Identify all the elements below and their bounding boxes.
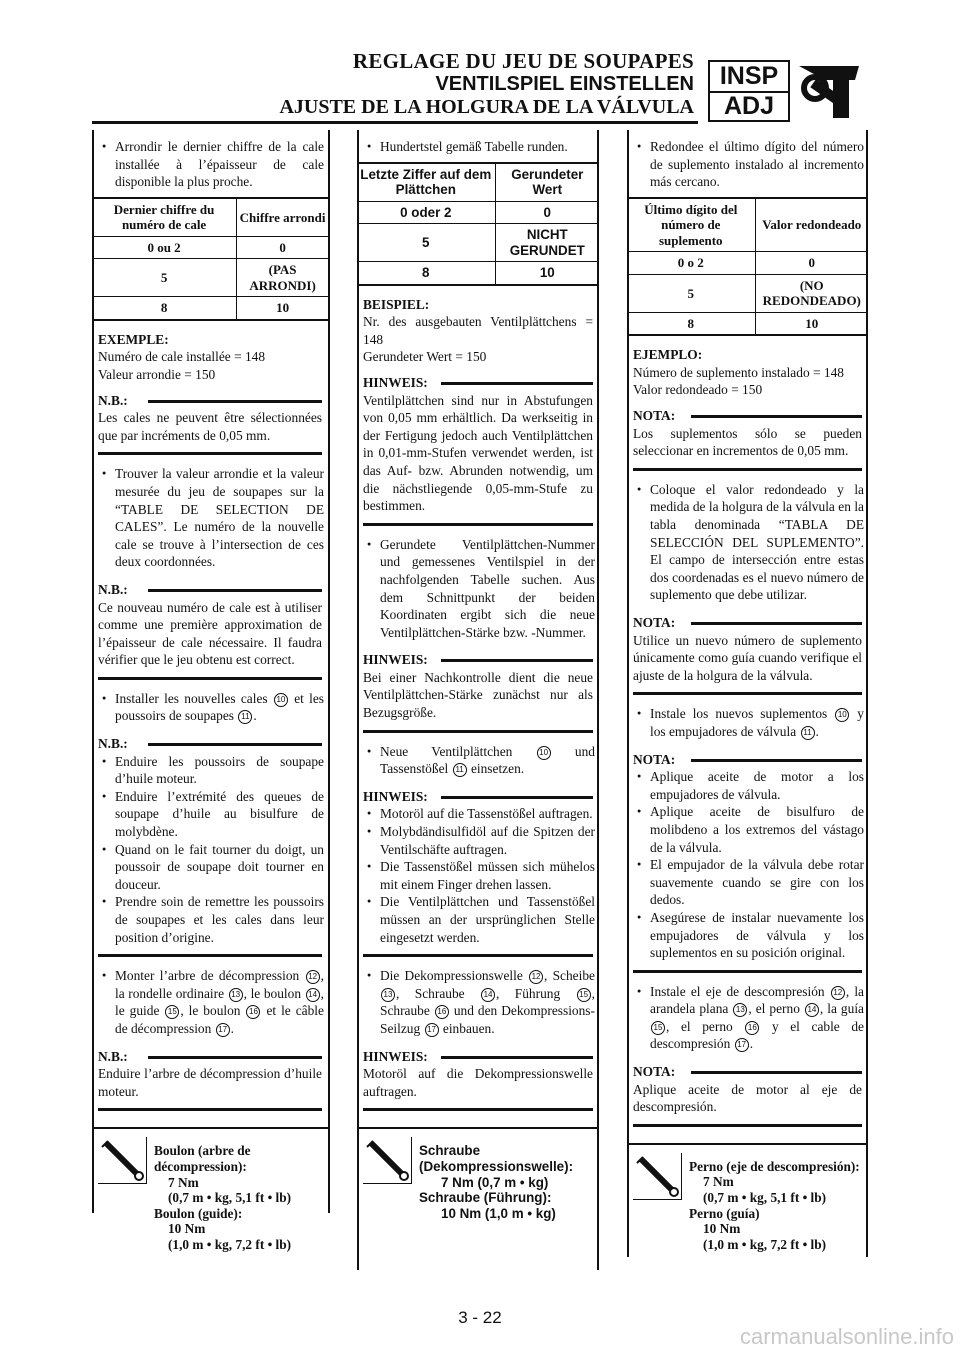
- nota-label: NOTA:: [633, 751, 676, 767]
- text: Die Dekompressionswelle: [380, 968, 523, 984]
- es-table-header-2: Valor redondeado: [755, 198, 868, 252]
- table-row: [357, 224, 599, 262]
- fr-nb-label-1: [98, 392, 322, 410]
- ref-14: 14: [805, 1003, 819, 1017]
- fr-nb-text-2: Ce nouveau numéro de cale est à utiliser comme une première approximation de l’épaisseur de cale nécessaire. Il faudra vérifier que le jeu obtenu est correct.: [98, 599, 322, 668]
- separator: [98, 954, 322, 957]
- es-example-line1: Número de suplemento instalado = 148: [633, 364, 844, 380]
- torque-wrench-icon: [363, 1137, 412, 1184]
- fr-nb-label-2: [98, 581, 322, 599]
- text: Monter l’arbre de décompression: [115, 968, 300, 984]
- es-table-header-1: Último dígito del número de suplemento: [627, 198, 755, 252]
- table-row: [357, 201, 599, 224]
- text: , el perno: [666, 1018, 733, 1034]
- text: Neue Ventilplättchen: [380, 743, 513, 759]
- torque-line: (1,0 m • kg, 7,2 ft • lb): [168, 1236, 292, 1252]
- fr-nb-text-4: Enduire l’arbre de décompression d’huile moteur.: [98, 1066, 322, 1099]
- ref-13: 13: [733, 1003, 747, 1017]
- text: , el perno: [748, 1001, 800, 1017]
- page-number: 3 - 22: [458, 1308, 502, 1327]
- header-rule: [92, 121, 698, 124]
- ref-11: 11: [453, 763, 467, 777]
- table-cell: (PAS ARRONDI): [237, 259, 328, 297]
- col1-right-border: [328, 130, 330, 1213]
- text: , le boulon: [243, 985, 302, 1001]
- text: et le câble de décompression: [115, 1003, 324, 1036]
- hinweis-label: HINWEIS:: [363, 788, 428, 804]
- text: , le guide: [115, 985, 324, 1019]
- de-h3-item-3: ● Die Tassenstößel müssen sich mühelos mit einem Finger drehen lassen.: [363, 858, 595, 893]
- header-title-es: AJUSTE DE LA HOLGURA DE LA VÁLVULA: [279, 96, 694, 118]
- de-h3-item-2: ● Molybdändisulfidöl auf die Spitzen der Ventilschäfte auftragen.: [363, 823, 595, 858]
- fr-torque-text: [154, 1143, 328, 1252]
- badge-insp: INSP: [710, 62, 788, 93]
- text: und Tassenstößel: [380, 743, 595, 777]
- text: , Schraube: [396, 985, 465, 1001]
- torque-line: (0,7 m • kg, 5,1 ft • lb): [168, 1190, 292, 1206]
- ref-12: 12: [306, 970, 320, 984]
- text: einsetzen.: [470, 761, 525, 777]
- nb-label: N.B.:: [98, 1048, 128, 1064]
- de-hinweis-text-1: Ventilplättchen sind nur in Abstufungen von 0,05 mm erhältlich. Da werkseitig in der Fertigung jedoch auch Ventilplättchen in 0,01-mm-Stufen verwendet werden, ist das Auf- bzw. Abrunden notwendig, um die nächstliegende 0,05-mm-Stufe zu bestimmen.: [363, 392, 593, 514]
- header-title-fr: REGLAGE DU JEU DE SOUPAPES: [352, 49, 694, 73]
- torque-line: 7 Nm (0,7 m • kg): [441, 1174, 549, 1190]
- de-bullet-4: [363, 967, 595, 1037]
- torque-line: 10 Nm (1,0 m • kg): [441, 1205, 556, 1221]
- nota-label: NOTA:: [633, 1064, 676, 1080]
- nb-label: N.B.:: [98, 581, 128, 597]
- table-cell: 8: [627, 312, 755, 335]
- ref-11: 11: [801, 726, 815, 740]
- fr-rounding-table: [92, 197, 328, 321]
- de-h3-item-4: ● Die Ventilplättchen und Tassenstößel müssen an der ursprünglichen Stelle eingesetzt werden.: [363, 893, 595, 946]
- torque-line: Schraube (Führung):: [419, 1190, 552, 1206]
- table-cell: 5: [627, 274, 755, 312]
- fr-bullet-2: ● Trouver la valeur arrondie et la valeur mesurée du jeu de soupapes sur la “TABLE DE SELECTION DE CALES”. Le numéro de la nouvelle cale se trouve à l’intersection de ces deux coordonnées.: [98, 465, 324, 571]
- fr-example-line1: Numéro de cale installée = 148: [98, 349, 266, 365]
- text: .: [253, 708, 257, 724]
- es-bullet-4: [633, 983, 864, 1053]
- text: einbauen.: [442, 1020, 495, 1036]
- ref-14: 14: [306, 988, 320, 1002]
- de-bullet-1: ● Hundertstel gemäß Tabelle runden.: [363, 138, 595, 156]
- es-n3-item-2: ● Aplique aceite de bisulfuro de molibdeno a los extremos del vástago de la válvula.: [633, 803, 864, 856]
- torque-line: Perno (guía): [689, 1205, 760, 1221]
- es-bullet-3: [633, 705, 864, 740]
- ref-13: 13: [229, 988, 243, 1002]
- separator: [633, 692, 862, 695]
- torque-line: Boulon (guide):: [154, 1205, 243, 1221]
- de-hinweis-label-1: [363, 374, 593, 392]
- es-n3-item-4: ● Asegúrese de instalar nuevamente los empujadores de válvula y los suplementos en su posición original.: [633, 909, 864, 962]
- ref-15: 15: [165, 1005, 179, 1019]
- table-row: [627, 312, 868, 335]
- de-hinweis-text-2: Bei einer Nachkontrolle dient die neue Ventilplättchen-Stärke zunächst nur als Bezugsgröße.: [363, 669, 593, 721]
- de-hinweis-label-2: [363, 651, 593, 669]
- de-example-line2: Gerundeter Wert = 150: [363, 349, 487, 365]
- fr-nb3-item-2: ● Enduire l’extrémité des queues de soupape d’huile au bisulfure de molybdène.: [98, 788, 324, 841]
- table-cell: 0 oder 2: [357, 201, 495, 224]
- wrench-icon: [793, 58, 865, 124]
- text: .: [230, 1020, 235, 1036]
- separator: [633, 468, 862, 471]
- nb-label: N.B.:: [98, 736, 128, 752]
- es-nota-label-3: [633, 751, 862, 769]
- torque-line: 10 Nm: [703, 1221, 741, 1237]
- table-row: [357, 262, 599, 285]
- separator: [98, 1108, 322, 1111]
- ref-16: 16: [246, 1005, 260, 1019]
- separator: [98, 452, 322, 455]
- de-bullet-2: ● Gerundete Ventilplättchen-Nummer und gemessenes Ventilspiel in der nachfolgenden Tabelle suchen. Aus dem Schnittpunkt der beiden Koordinaten ergibt sich die neue Ventilplättchen-Stärke bzw. -Nummer.: [363, 536, 595, 642]
- de-table-header-1: Letzte Ziffer auf dem Plättchen: [357, 163, 495, 202]
- separator: [363, 954, 593, 957]
- fr-nb3-item-4: ● Prendre soin de remettre les poussoirs de soupapes et les cales dans leur position d’origine.: [98, 893, 324, 946]
- nota-label: NOTA:: [633, 615, 676, 630]
- de-example-line1: Nr. des ausgebauten Ventilplättchens = 148: [363, 314, 593, 347]
- de-table-header-2: Gerundeter Wert: [495, 163, 599, 202]
- hinweis-label: HINWEIS:: [363, 652, 428, 668]
- ref-17: 17: [216, 1023, 230, 1037]
- torque-line: 7 Nm: [168, 1174, 199, 1190]
- de-h3-item-1: ● Motoröl auf die Tassenstößel auftragen.: [363, 805, 595, 823]
- ref-13: 13: [381, 988, 395, 1002]
- fr-bullet-4: [98, 967, 324, 1037]
- text: .: [749, 1036, 754, 1052]
- separator: [633, 970, 862, 973]
- es-rounding-table: [627, 197, 868, 337]
- torque-line: 10 Nm: [168, 1221, 206, 1237]
- section-badge: [708, 60, 790, 122]
- es-torque-box: [627, 1143, 868, 1252]
- fr-nb-label-4: [98, 1048, 322, 1066]
- de-hinweis-text-4: Motoröl auf die Dekompressionswelle auftragen.: [363, 1066, 593, 1099]
- table-cell: 0: [755, 252, 868, 275]
- nota-label: NOTA:: [633, 408, 676, 424]
- torque-line: Schraube (Dekompressionswelle):: [419, 1143, 574, 1174]
- es-nota-label-4: [633, 1063, 862, 1081]
- fr-nb-label-3: [98, 735, 322, 753]
- table-cell: 0 ou 2: [92, 236, 237, 259]
- table-row: [92, 236, 328, 259]
- table-cell: 5: [92, 259, 237, 297]
- es-nota-text-2: Utilice un nuevo número de suplemento únicamente como guía cuando verifique el ajuste de la holgura de la válvula.: [633, 632, 862, 683]
- table-cell: 0 o 2: [627, 252, 755, 275]
- table-cell: 10: [495, 262, 599, 285]
- text: , la rondelle ordinaire: [115, 968, 324, 1001]
- table-row: [627, 274, 868, 312]
- text: y los empujadores de válvula: [650, 706, 864, 739]
- fr-bullet-1: ● Arrondir le dernier chiffre de la cale installée à l’épaisseur de cale disponible la plus proche.: [98, 138, 324, 191]
- text: , Schraube: [380, 985, 595, 1019]
- de-rounding-table: [357, 162, 599, 286]
- text: Instale el eje de descompresión: [650, 983, 825, 999]
- torque-line: Boulon (arbre de décompression):: [154, 1143, 251, 1174]
- fr-nb-text-1: Les cales ne peuvent être sélectionnées que par incréments de 0,05 mm.: [98, 410, 322, 443]
- de-hinweis-label-4: [363, 1048, 593, 1066]
- es-n3-item-1: ● Aplique aceite de motor a los empujadores de válvula.: [633, 768, 864, 803]
- text: Instale los nuevos suplementos: [650, 706, 828, 722]
- text: Installer les nouvelles cales: [115, 690, 268, 706]
- separator: [363, 1108, 593, 1111]
- table-cell: NICHT GERUNDET: [495, 224, 599, 262]
- table-cell: 5: [357, 224, 495, 262]
- table-cell: 8: [357, 262, 495, 285]
- de-torque-text: [419, 1143, 599, 1221]
- es-n3-item-3: ● El empujador de la válvula debe rotar suavemente cuando se gire con los dedos.: [633, 856, 864, 909]
- ref-10: 10: [537, 746, 551, 760]
- de-torque-box: [357, 1127, 599, 1221]
- separator: [98, 677, 322, 680]
- hinweis-label: HINWEIS:: [363, 1048, 428, 1064]
- table-cell: (NO REDONDEADO): [755, 274, 868, 312]
- ref-11: 11: [238, 710, 252, 724]
- column-french: [92, 130, 328, 1252]
- text: , la guía: [819, 1001, 864, 1017]
- es-nota-text-4: Aplique aceite de motor al eje de descompresión.: [633, 1081, 862, 1115]
- text: , Führung: [496, 985, 561, 1001]
- table-cell: 8: [92, 297, 237, 320]
- text: , Scheibe: [544, 968, 595, 984]
- es-bullet-1: ● Redondee el último dígito del número de suplemento instalado al incremento más cercano.: [633, 138, 864, 191]
- column-spanish: [627, 130, 868, 1252]
- fr-example-title: EXEMPLE:: [98, 331, 169, 347]
- es-torque-text: [689, 1159, 860, 1253]
- ref-17: 17: [735, 1038, 749, 1052]
- table-cell: 0: [237, 236, 328, 259]
- hinweis-label: HINWEIS:: [363, 374, 428, 390]
- table-row: [627, 252, 868, 275]
- text: und den Dekompressions-Seilzug: [380, 1003, 595, 1036]
- ref-16: 16: [745, 1021, 759, 1035]
- fr-table-header-1: Dernier chiffre du numéro de cale: [92, 198, 237, 237]
- torque-wrench-icon: [633, 1153, 682, 1200]
- de-hinweis-label-3: [363, 788, 593, 806]
- table-row: [92, 259, 328, 297]
- de-example-title: BEISPIEL:: [363, 296, 430, 312]
- de-bullet-3: [363, 743, 595, 778]
- table-cell: 0: [495, 201, 599, 224]
- table-row: [92, 297, 328, 320]
- ref-10: 10: [274, 693, 288, 707]
- torque-line: 7 Nm: [703, 1174, 734, 1190]
- separator: [633, 1124, 862, 1127]
- es-example-title: EJEMPLO:: [633, 347, 703, 363]
- header-title-de: VENTILSPIEL EINSTELLEN: [435, 73, 694, 95]
- separator: [363, 730, 593, 733]
- table-cell: 10: [755, 312, 868, 335]
- fr-torque-box: [92, 1127, 328, 1252]
- column-german: [357, 130, 599, 1221]
- fr-nb3-item-1: ● Enduire les poussoirs de soupape d’huile moteur.: [98, 753, 324, 788]
- text: , le boulon: [180, 1003, 241, 1019]
- es-nota-text-1: Los suplementos sólo se pueden seleccionar en incrementos de 0,05 mm.: [633, 425, 862, 459]
- ref-14: 14: [481, 988, 495, 1002]
- fr-nb3-item-3: ● Quand on le fait tourner du doigt, un poussoir de soupape doit tourner en douceur.: [98, 841, 324, 894]
- es-example-line2: Valor redondeado = 150: [633, 382, 763, 398]
- es-bullet-2: ● Coloque el valor redondeado y la medida de la holgura de la válvula en la tabla denominada “TABLA DE SELECCIÓN DEL SUPLEMENTO”. El campo de intersección entre estas dos coordenadas es el nuevo número de suplemento que debe utilizar.: [633, 481, 864, 604]
- ref-10: 10: [835, 708, 849, 722]
- ref-16: 16: [435, 1005, 449, 1019]
- es-nota-label-2: [633, 614, 862, 632]
- fr-example-line2: Valeur arrondie = 150: [98, 366, 216, 382]
- badge-adj: ADJ: [723, 92, 774, 120]
- fr-bullet-3: [98, 690, 324, 725]
- ref-15: 15: [651, 1021, 665, 1035]
- table-cell: 10: [237, 297, 328, 320]
- es-nota-label-1: [633, 407, 862, 425]
- ref-15: 15: [577, 988, 591, 1002]
- watermark: carmanualsonline.info: [739, 1324, 954, 1349]
- ref-17: 17: [425, 1023, 439, 1037]
- text: et les poussoirs de soupapes: [115, 690, 325, 724]
- separator: [363, 523, 593, 526]
- torque-line: (1,0 m • kg, 7,2 ft • lb): [703, 1236, 827, 1252]
- torque-wrench-icon: [98, 1137, 147, 1184]
- torque-line: (0,7 m • kg, 5,1 ft • lb): [703, 1190, 827, 1206]
- text: y el cable de descompresión: [650, 1018, 864, 1052]
- text: , la arandela plana: [650, 983, 864, 1017]
- ref-12: 12: [529, 970, 543, 984]
- nb-label: N.B.:: [98, 392, 128, 408]
- ref-12: 12: [831, 986, 845, 1000]
- torque-line: Perno (eje de descompresión):: [689, 1158, 860, 1174]
- fr-table-header-2: Chiffre arrondi: [237, 198, 328, 237]
- text: .: [815, 723, 819, 739]
